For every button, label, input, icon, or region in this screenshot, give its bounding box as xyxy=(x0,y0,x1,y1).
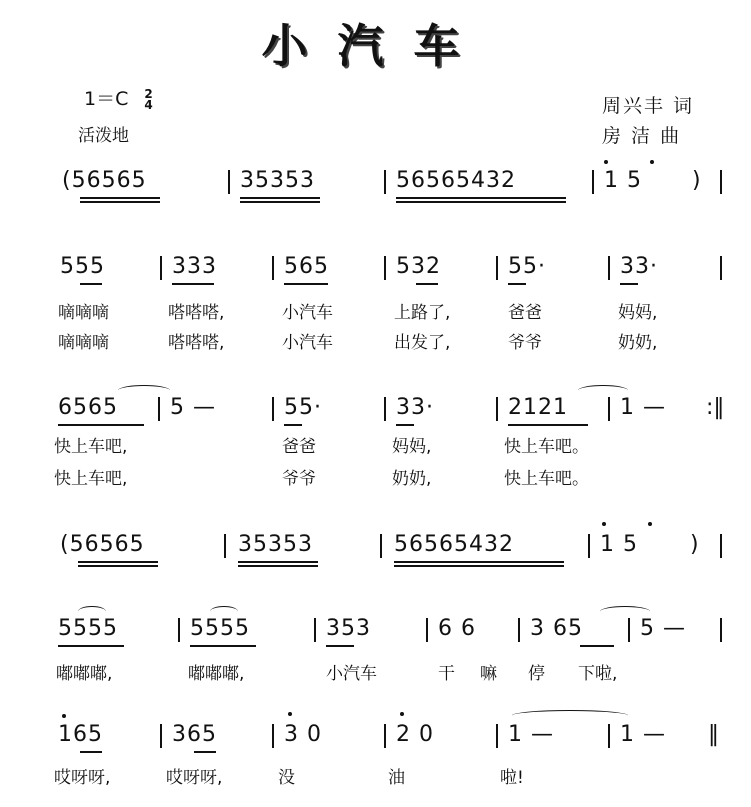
lyricist-credit: 周兴丰 词 xyxy=(602,95,695,117)
barline xyxy=(608,397,610,421)
lyric: 爷爷 xyxy=(508,333,542,353)
tie xyxy=(78,606,106,617)
underline xyxy=(620,283,638,285)
melody-row-2 xyxy=(0,395,751,435)
barline xyxy=(518,618,520,642)
underline xyxy=(396,424,414,426)
underline xyxy=(580,645,614,647)
underline xyxy=(80,283,102,285)
underline xyxy=(240,201,320,203)
tie xyxy=(512,710,628,721)
measure: 555 xyxy=(60,254,105,279)
measure: 35353 xyxy=(238,532,313,557)
measure: 1 5 xyxy=(600,532,638,557)
barline xyxy=(720,170,722,194)
repeat-end: :‖ xyxy=(706,395,725,420)
high-dot xyxy=(62,714,66,718)
measure: 532 xyxy=(396,254,441,279)
lyric: 嘀嘀嘀 xyxy=(58,333,109,353)
barline xyxy=(608,724,610,748)
composer-credit: 房 洁 曲 xyxy=(602,125,682,147)
lyric: 快上车吧, xyxy=(54,437,128,457)
lyric: 嘟嘟嘟, xyxy=(188,664,245,684)
underline xyxy=(508,424,588,426)
lyric: 爸爸 xyxy=(282,437,316,457)
time-sig-bottom: 4 xyxy=(144,97,153,112)
lyric: 啦! xyxy=(500,768,524,788)
barline xyxy=(158,397,160,421)
measure: 5555 xyxy=(190,616,250,641)
lyric: 干 xyxy=(438,664,455,684)
barline xyxy=(496,397,498,421)
measure: 1 — xyxy=(620,722,666,747)
measure: 1 5 xyxy=(604,168,642,193)
measure: (56565 xyxy=(62,168,147,193)
underline xyxy=(172,283,214,285)
barline xyxy=(314,618,316,642)
barline xyxy=(178,618,180,642)
barline xyxy=(384,256,386,280)
underline xyxy=(394,561,564,563)
barline xyxy=(608,256,610,280)
underline xyxy=(396,201,566,203)
tie xyxy=(600,606,650,617)
key-signature xyxy=(84,84,153,111)
barline xyxy=(720,256,722,280)
barline xyxy=(224,534,226,558)
underline xyxy=(58,645,124,647)
lyric: 嗒嗒嗒, xyxy=(168,303,225,323)
lyric: 快上车吧。 xyxy=(504,469,589,489)
lyric: 没 xyxy=(278,768,295,788)
lyric: 嘛 xyxy=(480,664,497,684)
lyric: 出发了, xyxy=(394,333,451,353)
measure: 2 0 xyxy=(396,722,434,747)
measure: 6565 xyxy=(58,395,118,420)
lyric: 快上车吧, xyxy=(54,469,128,489)
barline xyxy=(380,534,382,558)
underline xyxy=(238,565,318,567)
lyric: 停 xyxy=(528,664,545,684)
measure: 5 — xyxy=(170,395,216,420)
measure: 165 xyxy=(58,722,103,747)
underline xyxy=(508,283,526,285)
lyric: 油 xyxy=(388,768,405,788)
measure: 55· xyxy=(284,395,322,420)
barline xyxy=(228,170,230,194)
measure: 3 0 xyxy=(284,722,322,747)
barline xyxy=(426,618,428,642)
lyric: 爷爷 xyxy=(282,469,316,489)
underline xyxy=(78,561,158,563)
measure: 1 — xyxy=(620,395,666,420)
high-dot xyxy=(602,522,606,526)
measure: 6 6 xyxy=(438,616,476,641)
measure: 56565432 xyxy=(394,532,514,557)
measure: 1 — xyxy=(508,722,554,747)
lyric: 嗒嗒嗒, xyxy=(168,333,225,353)
underline xyxy=(284,283,328,285)
measure: 33· xyxy=(620,254,658,279)
barline xyxy=(272,397,274,421)
time-sig-top: 2 xyxy=(144,86,153,101)
lyric: 奶奶, xyxy=(392,469,432,489)
underline xyxy=(240,197,320,199)
measure: ) xyxy=(692,168,702,193)
underline xyxy=(80,751,102,753)
underline xyxy=(190,645,256,647)
lyric: 妈妈, xyxy=(618,303,658,323)
melody-row-1 xyxy=(0,254,751,294)
tempo-marking: 活泼地 xyxy=(78,126,129,146)
lyric: 小汽车 xyxy=(282,333,333,353)
high-dot xyxy=(648,522,652,526)
high-dot xyxy=(604,160,608,164)
underline xyxy=(238,561,318,563)
lyric: 小汽车 xyxy=(282,303,333,323)
barline xyxy=(496,724,498,748)
time-signature xyxy=(144,86,153,112)
measure: 5 — xyxy=(640,616,686,641)
barline xyxy=(160,256,162,280)
underline xyxy=(80,201,160,203)
lyric: 爸爸 xyxy=(508,303,542,323)
measure: 2121 xyxy=(508,395,568,420)
barline xyxy=(720,534,722,558)
lyric: 奶奶, xyxy=(618,333,658,353)
barline xyxy=(384,724,386,748)
underline xyxy=(396,197,566,199)
underline xyxy=(284,424,302,426)
lyric: 嘟嘟嘟, xyxy=(56,664,113,684)
measure: 3 65 xyxy=(530,616,583,641)
measure: 55· xyxy=(508,254,546,279)
barline xyxy=(588,534,590,558)
lyric: 下啦, xyxy=(578,664,618,684)
measure: 5555 xyxy=(58,616,118,641)
high-dot xyxy=(650,160,654,164)
barline xyxy=(496,256,498,280)
underline xyxy=(416,283,438,285)
barline xyxy=(592,170,594,194)
underline xyxy=(58,424,144,426)
measure: (56565 xyxy=(60,532,145,557)
tie xyxy=(118,385,170,396)
lyric: 哎呀呀, xyxy=(166,768,223,788)
high-dot xyxy=(400,712,404,716)
underline xyxy=(80,197,160,199)
barline xyxy=(720,618,722,642)
barline xyxy=(160,724,162,748)
melody-row-4 xyxy=(0,722,751,762)
intro-row xyxy=(0,168,751,208)
lyric: 哎呀呀, xyxy=(54,768,111,788)
measure: 35353 xyxy=(240,168,315,193)
underline xyxy=(326,645,354,647)
key-label: 1＝C xyxy=(84,88,129,110)
measure: 353 xyxy=(326,616,371,641)
measure: ) xyxy=(690,532,700,557)
song-title: 小汽车 xyxy=(261,19,490,73)
tie xyxy=(210,606,238,617)
lyric: 小汽车 xyxy=(326,664,377,684)
lyric: 嘀嘀嘀 xyxy=(58,303,109,323)
underline xyxy=(78,565,158,567)
lyric: 上路了, xyxy=(394,303,451,323)
measure: 565 xyxy=(284,254,329,279)
lyric: 妈妈, xyxy=(392,437,432,457)
underline xyxy=(394,565,564,567)
tie xyxy=(578,385,628,396)
barline xyxy=(628,618,630,642)
barline xyxy=(384,397,386,421)
measure: 333 xyxy=(172,254,217,279)
barline xyxy=(272,256,274,280)
melody-row-3 xyxy=(0,616,751,656)
high-dot xyxy=(288,712,292,716)
measure: 365 xyxy=(172,722,217,747)
barline xyxy=(272,724,274,748)
barline xyxy=(384,170,386,194)
underline xyxy=(194,751,216,753)
measure: 33· xyxy=(396,395,434,420)
lyric: 快上车吧。 xyxy=(504,437,589,457)
interlude-row xyxy=(0,532,751,572)
final-barline: ‖ xyxy=(708,722,719,747)
measure: 56565432 xyxy=(396,168,516,193)
